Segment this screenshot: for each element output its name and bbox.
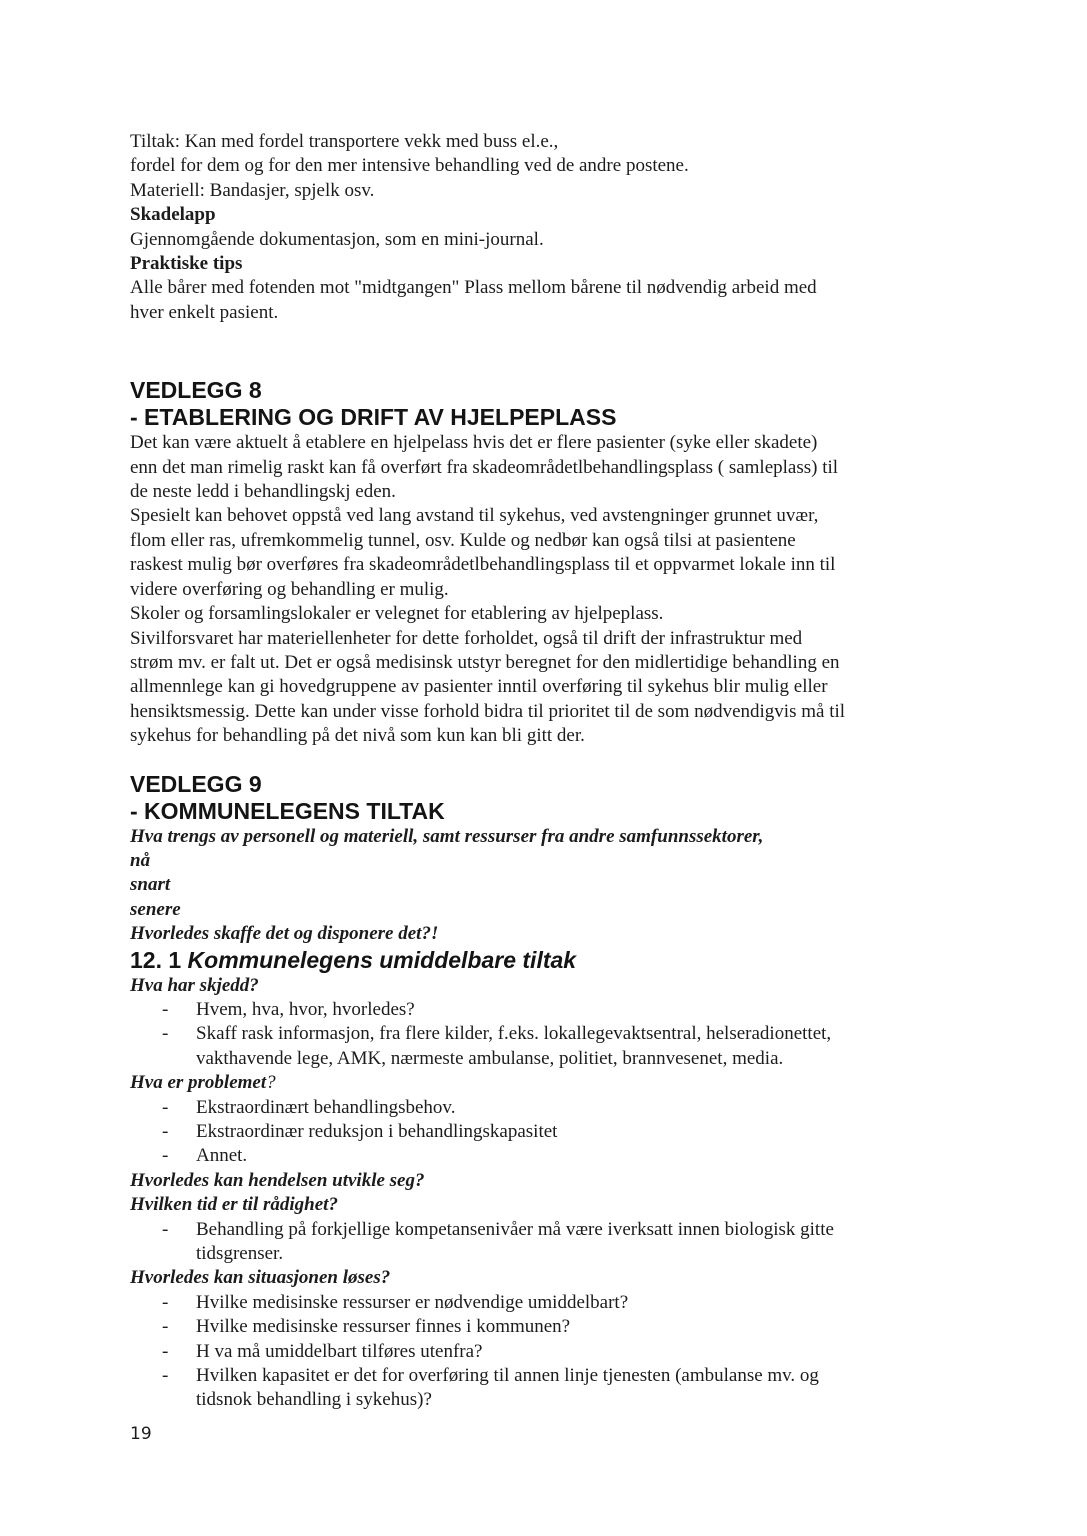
intro-line: fordel for dem og for den mer intensive behandling ved de andre postene. — [130, 155, 689, 177]
section-12-1 — [130, 947, 930, 1413]
question-heading: Hva har skjedd? — [130, 974, 259, 996]
dash-bullet: - — [162, 1316, 169, 1338]
intro-line: Tiltak: Kan med fordel transportere vekk med buss el.e., — [130, 131, 559, 152]
dash-bullet: - — [162, 1291, 169, 1313]
dash-bullet: - — [162, 1145, 169, 1167]
dash-list — [130, 1291, 930, 1413]
dash-bullet: - — [162, 1121, 169, 1142]
body-line: raskest mulig bør overføres fra skadeområdetlbehandlingsplass til et oppvarmet lokale inn til — [130, 554, 836, 576]
page-content — [130, 130, 930, 1413]
list-item: - Hvilke medisinske ressurser finnes i kommunen? — [130, 1315, 930, 1339]
heading-praktiske-tips: Praktiske tips — [130, 253, 243, 275]
body-line: hensiktsmessig. Dette kan under visse forhold bidra til prioritet til de som nødvendigvis må til — [130, 700, 846, 722]
dash-bullet: - — [162, 998, 169, 1020]
dash-bullet: - — [162, 1218, 169, 1240]
intro-block — [130, 130, 930, 325]
question-line: Hvorledes skaffe det og disponere det?! — [130, 923, 439, 945]
list-item: - Hvilke medisinske ressurser er nødvendige umiddelbart? — [130, 1291, 930, 1315]
vedlegg-8-body — [130, 431, 930, 748]
dash-list — [130, 998, 930, 1071]
question-heading: Hvorledes kan situasjonen løses? — [130, 1267, 391, 1289]
dash-bullet: - — [162, 1023, 169, 1045]
timing-word: nå — [130, 849, 151, 871]
body-line: sykehus for behandling på det nivå som kun kan bli gitt der. — [130, 725, 585, 747]
list-item: - Hvilken kapasitet er det for overføring til annen linje tjenesten (ambulanse mv. og tidsnok behandling i sykehus)? — [162, 1365, 819, 1411]
dash-list — [130, 1218, 930, 1267]
vedlegg-8-subtitle: - ETABLERING OG DRIFT AV HJELPEPLASS — [130, 404, 617, 431]
question-heading: Hva er problemet? — [130, 1072, 276, 1094]
question-line: Hva trengs av personell og materiell, samt ressurser fra andre samfunnssektorer, — [130, 825, 764, 847]
list-item: - Hvem, hva, hvor, hvorledes? — [130, 998, 930, 1022]
dash-bullet: - — [162, 1096, 169, 1118]
body-line: flom eller ras, ufremkommelig tunnel, osv. Kulde og nedbør kan også tilsi at pasientene — [130, 529, 796, 551]
tips-text-line: hver enkelt pasient. — [130, 301, 279, 323]
vedlegg-9-subtitle: - KOMMUNELEGENS TILTAK — [130, 797, 445, 824]
vedlegg-8-section — [130, 377, 930, 748]
body-line: videre overføring og behandling er mulig. — [130, 578, 449, 600]
timing-word: snart — [130, 874, 171, 896]
tips-text-line: Alle bårer med fotenden mot "midtgangen" Plass mellom bårene til nødvendig arbeid med — [130, 277, 817, 299]
section-title: Kommunelegens umiddelbare tiltak — [187, 946, 577, 973]
list-item: - Behandling på forkjellige kompetansenivåer må være iverksatt innen biologisk gitte tidsgrenser. — [162, 1218, 834, 1265]
vedlegg-8-title: VEDLEGG 8 — [130, 377, 262, 404]
intro-line: Materiell: Bandasjer, spjelk osv. — [130, 179, 375, 201]
question-heading: Hvilken tid er til rådighet? — [130, 1194, 338, 1216]
body-line: Det kan være aktuelt å etablere en hjelpelass hvis det er flere pasienter (syke eller skadete) — [130, 432, 818, 454]
list-item: - Ekstraordinært behandlingsbehov. — [130, 1096, 930, 1120]
dash-bullet: - — [162, 1340, 169, 1362]
skadelapp-text: Gjennomgående dokumentasjon, som en mini-journal. — [130, 228, 544, 250]
body-line: enn det man rimelig raskt kan få overført fra skadeområdetlbehandlingsplass ( samleplass) til — [130, 456, 839, 478]
dash-list — [130, 1096, 930, 1169]
body-line: allmennlege kan gi hovedgruppene av pasienter inntil overføring til sykehus blir mulig eller — [130, 676, 828, 698]
question-heading: Hvorledes kan hendelsen utvikle seg? — [130, 1169, 425, 1191]
list-item: - Annet. — [130, 1144, 930, 1168]
list-item: - Skaff rask informasjon, fra flere kilder, f.eks. lokallegevaktsentral, helseradionettet, vakthavende lege, AMK, nærmeste ambulanse, politiet, brannvesenet, media. — [162, 1023, 832, 1069]
list-item: - Ekstraordinær reduksjon i behandlingskapasitet — [130, 1120, 930, 1144]
heading-skadelapp: Skadelapp — [130, 204, 216, 226]
body-line: Spesielt kan behovet oppstå ved lang avstand til sykehus, ved avstengninger grunnet uvær, — [130, 505, 819, 527]
body-line: strøm mv. er falt ut. Det er også medisinsk utstyr beregnet for den midlertidige behandling en — [130, 651, 840, 673]
section-12-1-heading — [130, 947, 930, 974]
body-line: Skoler og forsamlingslokaler er velegnet for etablering av hjelpeplass. — [130, 603, 664, 625]
body-line: de neste ledd i behandlingskj eden. — [130, 481, 396, 503]
list-item: - H va må umiddelbart tilføres utenfra? — [130, 1340, 930, 1364]
vedlegg-9-section — [130, 771, 930, 947]
vedlegg-9-title: VEDLEGG 9 — [130, 770, 262, 797]
body-line: Sivilforsvaret har materiellenheter for dette forholdet, også til drift der infrastruktur med — [130, 627, 803, 649]
page-number: 19 — [130, 1424, 152, 1444]
dash-bullet: - — [162, 1365, 169, 1387]
section-number: 12. 1 — [130, 946, 188, 973]
timing-word: senere — [130, 898, 181, 920]
